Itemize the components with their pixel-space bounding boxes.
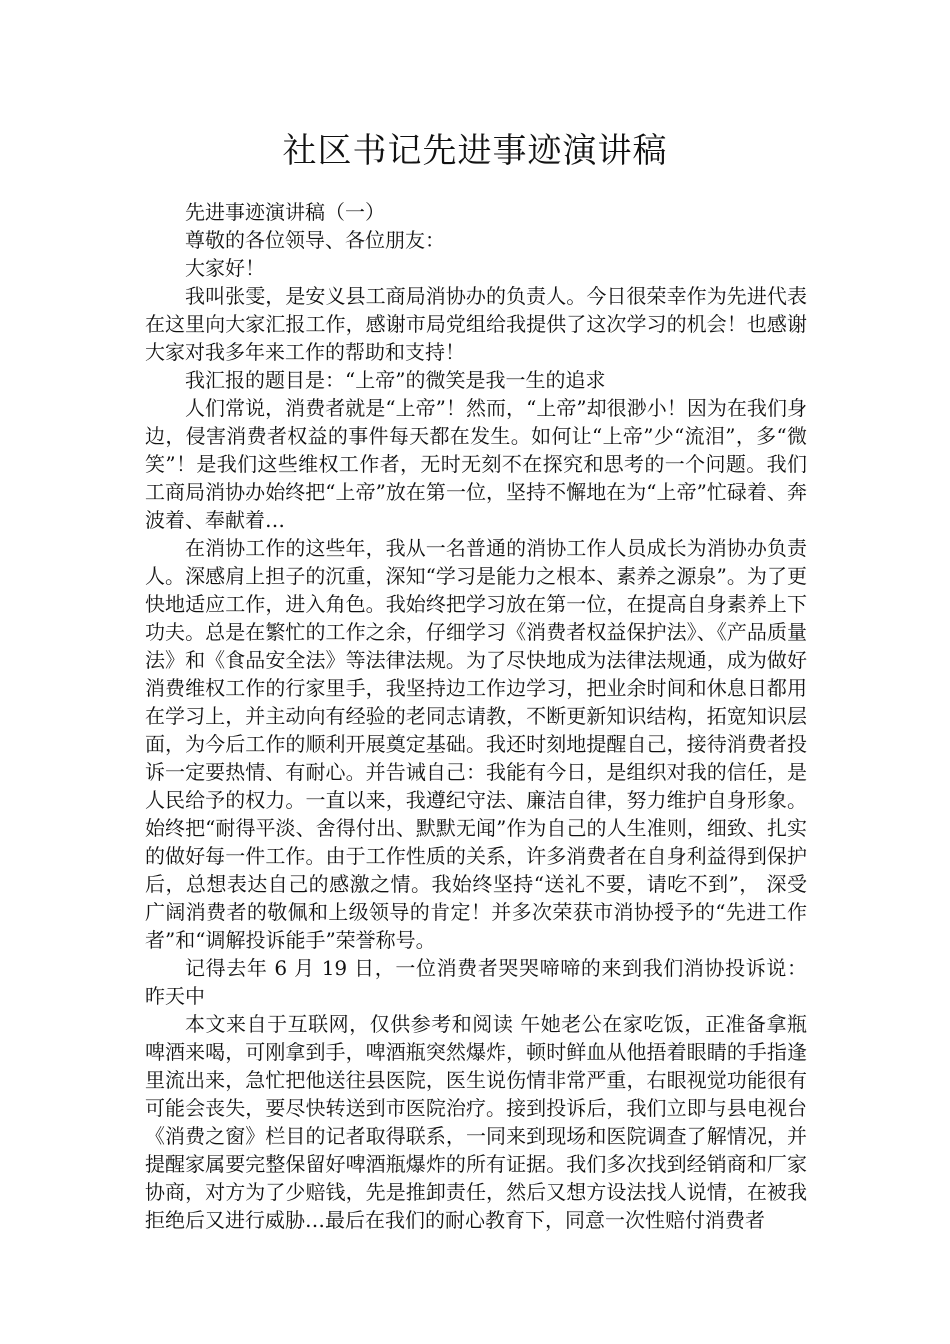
paragraph-heading: 先进事迹演讲稿（一）	[185, 200, 385, 224]
paragraph: 本文来自于互联网，仅供参考和阅读 午她老公在家吃饭，正准备拿瓶啤酒来喝，可刚拿到手，啤酒瓶突然爆炸，顿时鲜血从他捂着眼睛的手指逢里流出来，急忙把他送往县医院，医生说伤情非常严重，右眼视觉功能很有可能会丧失，要尽快转送到市医院治疗。接到投诉后，我们立即与县电视台《消费之窗》栏目的记者取得联系，一同来到现场和医院调查了解情况，并提醒家属要完整保留好啤酒瓶爆炸的所有证据。我们多次找到经销商和厂家协商，对方为了少赔钱，先是推卸责任，然后又想方设法找人说情，在被我拒绝后又进行威胁…最后在我们的耐心教育下，同意一次性赔付消费者	[145, 1012, 807, 1232]
paragraph-salutation: 尊敬的各位领导、各位朋友：	[185, 228, 445, 252]
paragraph: 在消协工作的这些年，我从一名普通的消协工作人员成长为消协办负责人。深感肩上担子的沉重，深知“学习是能力之根本、素养之源泉”。为了更快地适应工作，进入角色。我始终把学习放在第一位，在提高自身素养上下功夫。总是在繁忙的工作之余，仔细学习《消费者权益保护法》、《产品质量法》和《食品安全法》等法律法规。为了尽快地成为法律法规通，成为做好消费维权工作的行家里手，我坚持边工作边学习，把业余时间和休息日都用在学习上，并主动向有经验的老同志请教，不断更新知识结构，拓宽知识层面，为今后工作的顺利开展奠定基础。我还时刻地提醒自己，接待消费者投诉一定要热情、有耐心。并告诫自己：我能有今日，是组织对我的信任，是人民给予的权力。一直以来，我遵纪守法、廉洁自律，努力维护自身形象。始终把“耐得平淡、舍得付出、默默无闻”作为自己的人生准则，细致、扎实的做好每一件工作。由于工作性质的关系，许多消费者在自身利益得到保护后，总想表达自己的感激之情。我始终坚持“送礼不要，请吃不到”， 深受广阔消费者的敬佩和上级领导的肯定！并多次荣获市消协授予的“先进工作者”和“调解投诉能手”荣誉称号。	[145, 536, 807, 952]
paragraph: 我叫张雯，是安义县工商局消协办的负责人。今日很荣幸作为先进代表在这里向大家汇报工作，感谢市局党组给我提供了这次学习的机会！也感谢大家对我多年来工作的帮助和支持！	[145, 284, 807, 364]
paragraph: 人们常说，消费者就是“上帝”！然而，“上帝”却很渺小！因为在我们身边，侵害消费者权益的事件每天都在发生。如何让“上帝”少“流泪”，多“微笑”！是我们这些维权工作者，无时无刻不在探究和思考的一个问题。我们工商局消协办始终把“上帝”放在第一位，坚持不懈地在为“上帝”忙碌着、奔波着、奉献着…	[145, 396, 807, 532]
paragraph: 我汇报的题目是：“上帝”的微笑是我一生的追求	[185, 368, 606, 392]
paragraph-greeting: 大家好！	[185, 256, 265, 280]
document-body	[145, 198, 807, 1234]
document-title: 社区书记先进事迹演讲稿	[282, 131, 668, 171]
paragraph: 记得去年 6 月 19 日，一位消费者哭哭啼啼的来到我们消协投诉说：昨天中	[145, 956, 807, 1008]
